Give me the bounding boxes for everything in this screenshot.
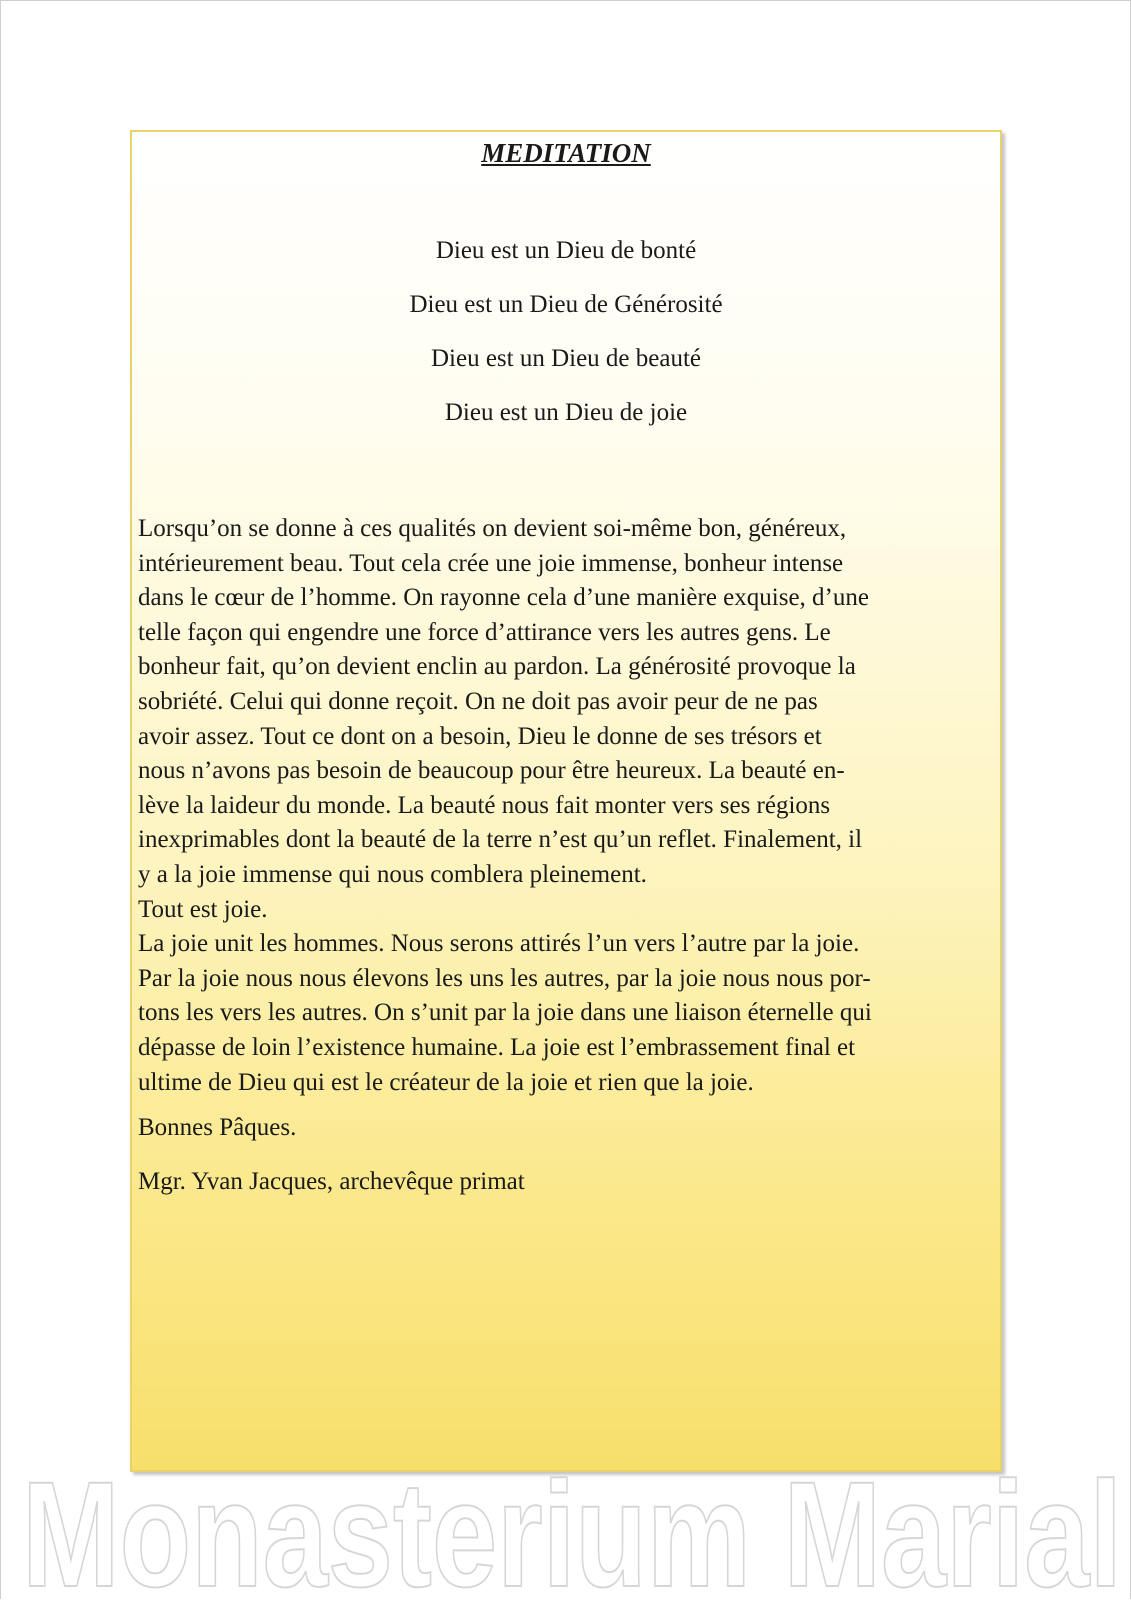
body-line: inexprimables dont la beauté de la terre n’est qu’un reflet. Finalement, il bbox=[138, 826, 863, 854]
verse-block bbox=[132, 237, 1000, 453]
body-line: Tout est joie. bbox=[138, 895, 268, 923]
body-line: intérieurement beau. Tout cela crée une joie immense, bonheur intense bbox=[138, 549, 844, 577]
verse-line: Dieu est un Dieu de bonté bbox=[435, 237, 697, 264]
verse-line: Dieu est un Dieu de beauté bbox=[430, 345, 702, 372]
watermark-text: Monasterium Marial bbox=[22, 1458, 1122, 1598]
body-line: Par la joie nous nous élevons les uns les autres, par la joie nous nous por- bbox=[138, 964, 871, 992]
body-line: y a la joie immense qui nous comblera pleinement. bbox=[138, 860, 647, 888]
body-line: nous n’avons pas besoin de beaucoup pour être heureux. La beauté en- bbox=[138, 757, 845, 785]
meditation-card bbox=[130, 130, 1002, 1472]
watermark bbox=[22, 1458, 1122, 1598]
signature: Mgr. Yvan Jacques, archevêque primat bbox=[138, 1168, 525, 1195]
body-line: lève la laideur du monde. La beauté nous fait monter vers ses régions bbox=[138, 791, 831, 819]
closing-block bbox=[138, 1114, 525, 1222]
verse-line: Dieu est un Dieu de Générosité bbox=[409, 291, 723, 318]
body-line: ultime de Dieu qui est le créateur de la joie et rien que la joie. bbox=[138, 1068, 754, 1096]
body-line: dans le cœur de l’homme. On rayonne cela d’une manière exquise, d’une bbox=[138, 584, 869, 612]
document-title: MEDITATION bbox=[481, 138, 651, 168]
body-line: Lorsqu’on se donne à ces qualités on devient soi-même bon, généreux, bbox=[138, 515, 847, 542]
greeting: Bonnes Pâques. bbox=[138, 1114, 297, 1141]
body-line: bonheur fait, qu’on devient enclin au pardon. La générosité provoque la bbox=[138, 653, 856, 681]
body-line: dépasse de loin l’existence humaine. La joie est l’embrassement final et bbox=[138, 1033, 856, 1061]
verse-line: Dieu est un Dieu de joie bbox=[444, 399, 688, 426]
body-line: La joie unit les hommes. Nous serons attirés l’un vers l’autre par la joie. bbox=[138, 930, 860, 958]
body-line: avoir assez. Tout ce dont on a besoin, Dieu le donne de ses trésors et bbox=[138, 722, 822, 750]
body-line: tons les vers les autres. On s’unit par la joie dans une liaison éternelle qui bbox=[138, 999, 872, 1027]
body-line: sobriété. Celui qui donne reçoit. On ne doit pas avoir peur de ne pas bbox=[138, 687, 818, 715]
body-paragraph bbox=[138, 512, 992, 1100]
body-line: telle façon qui engendre une force d’attirance vers les autres gens. Le bbox=[138, 618, 831, 646]
